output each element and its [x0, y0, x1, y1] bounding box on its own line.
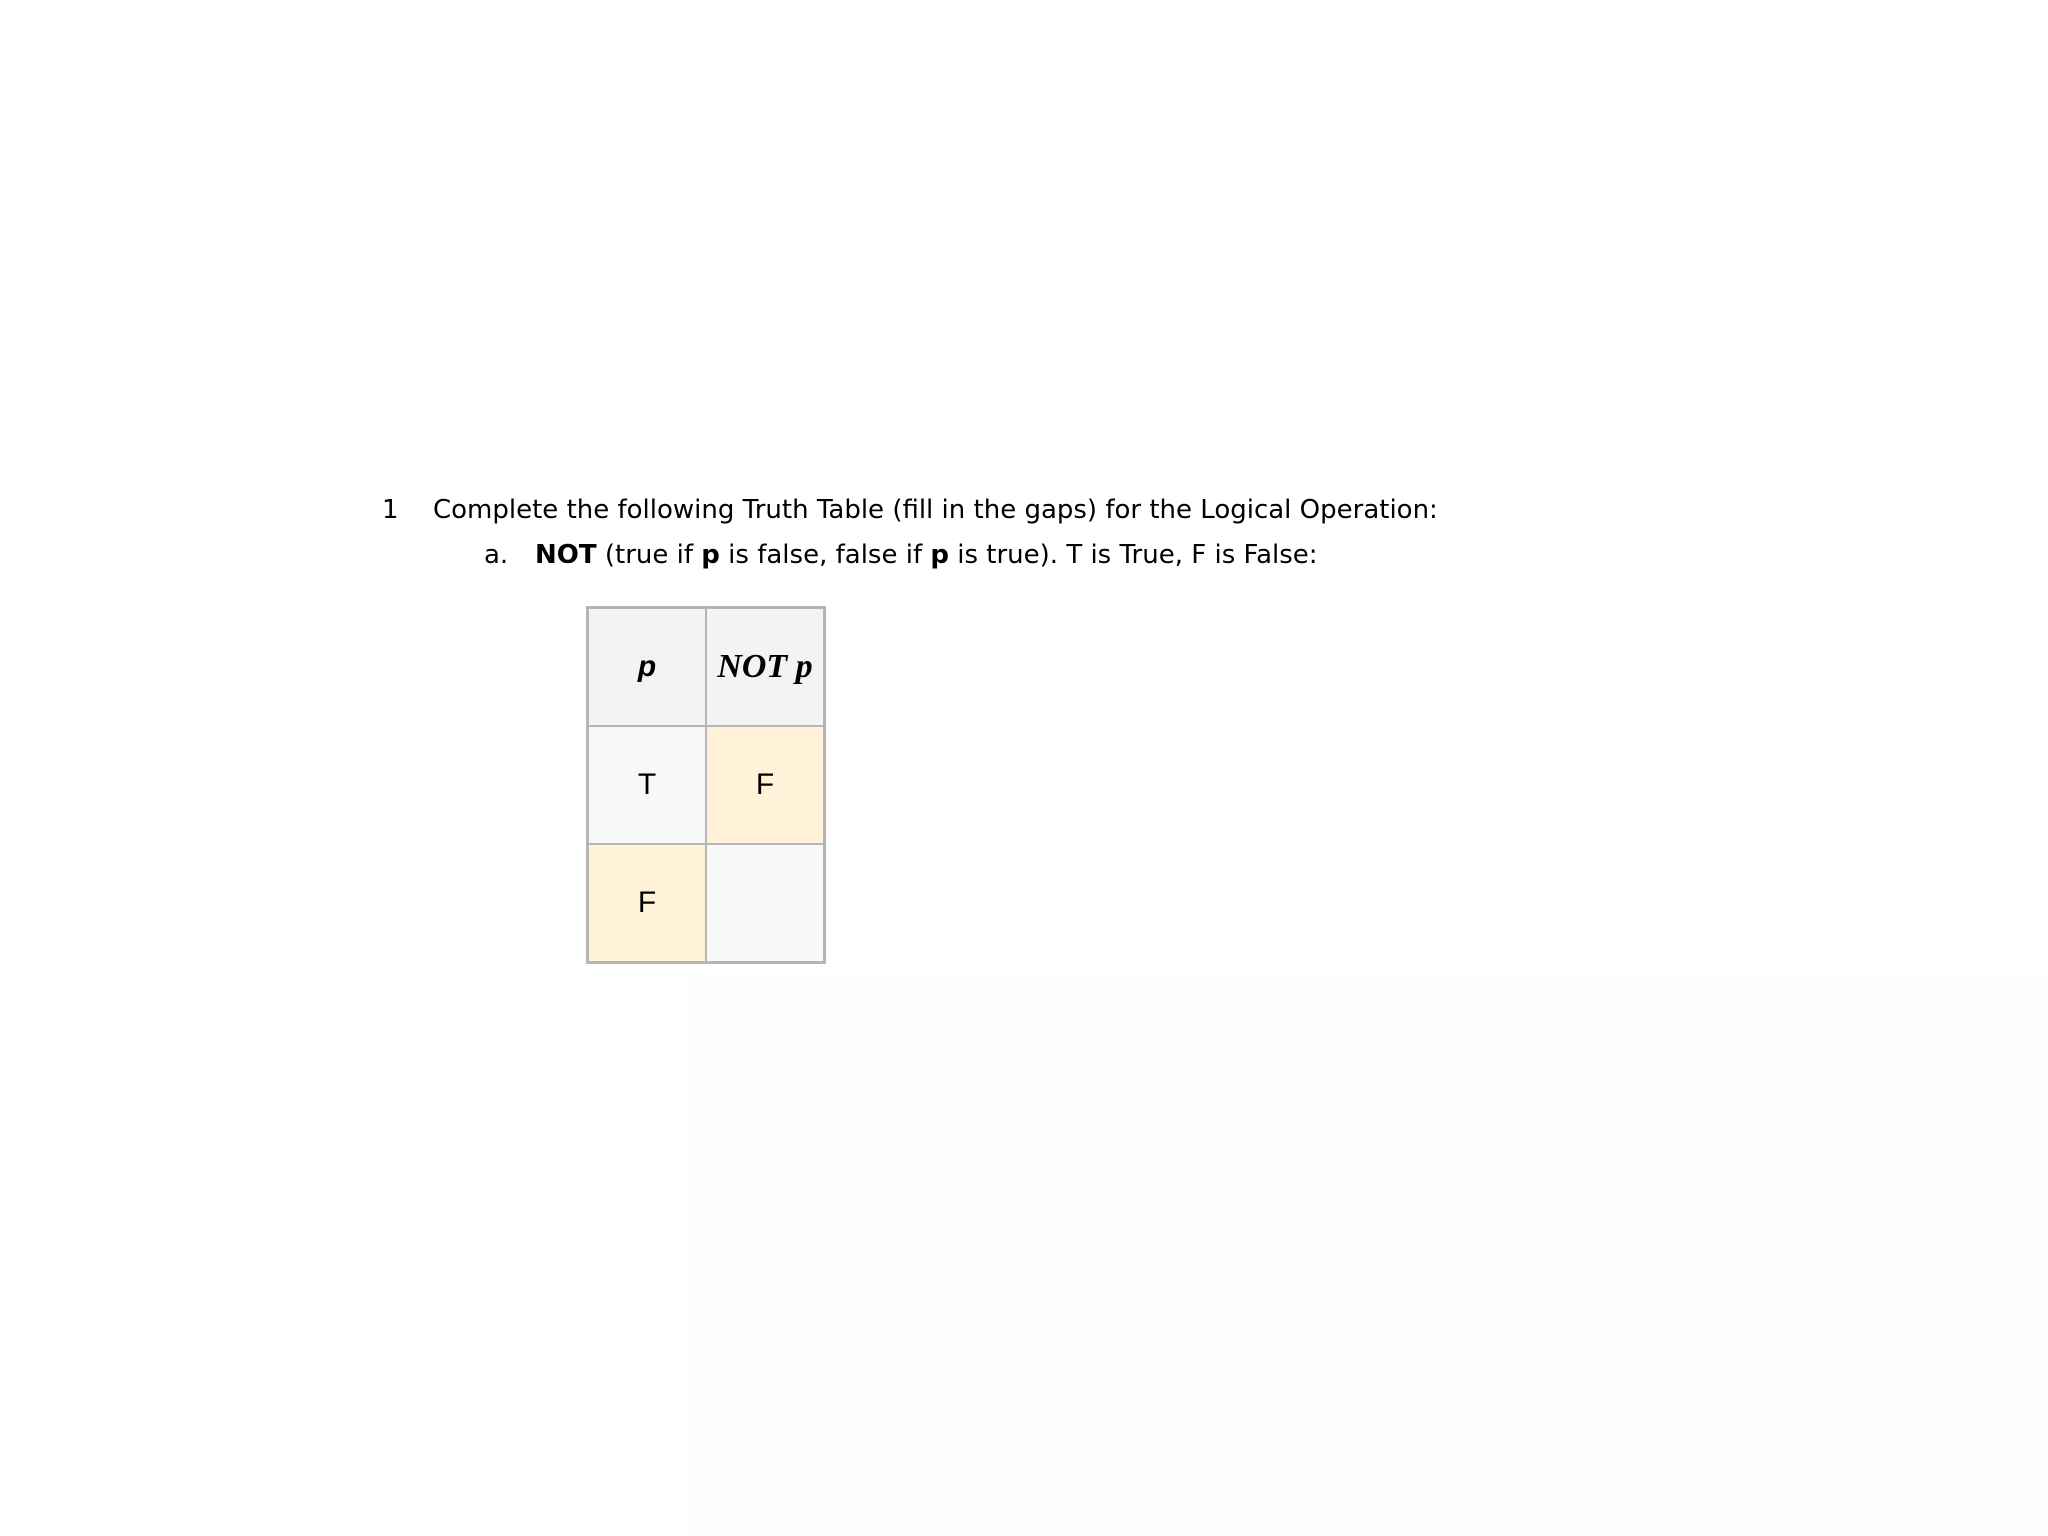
cell-not-p-row-1: F — [706, 726, 825, 844]
description-part-3: is true). T is True, F is False: — [948, 540, 1318, 570]
page-background-fade — [690, 975, 2048, 1536]
question-text: Complete the following Truth Table (fill in the gaps) for the Logical Operation: — [433, 495, 1438, 525]
variable-p-first: p — [701, 540, 720, 570]
header-p: p — [588, 608, 707, 727]
table-row — [588, 844, 825, 963]
description-part-2: is false, false if — [719, 540, 931, 570]
cell-not-p-row-2-blank[interactable] — [706, 844, 825, 963]
table-header-row — [588, 608, 825, 727]
cell-p-row-1: T — [588, 726, 707, 844]
table-row — [588, 726, 825, 844]
truth-table — [586, 606, 826, 964]
description-part-1: (true if — [596, 540, 702, 570]
sub-question-text — [535, 535, 1318, 575]
sub-question-label: a. — [484, 540, 509, 570]
header-not-p: NOT p — [706, 608, 825, 727]
question-number: 1 — [382, 495, 399, 525]
cell-p-row-2: F — [588, 844, 707, 963]
variable-p-second: p — [930, 540, 949, 570]
operation-name: NOT — [535, 540, 597, 570]
